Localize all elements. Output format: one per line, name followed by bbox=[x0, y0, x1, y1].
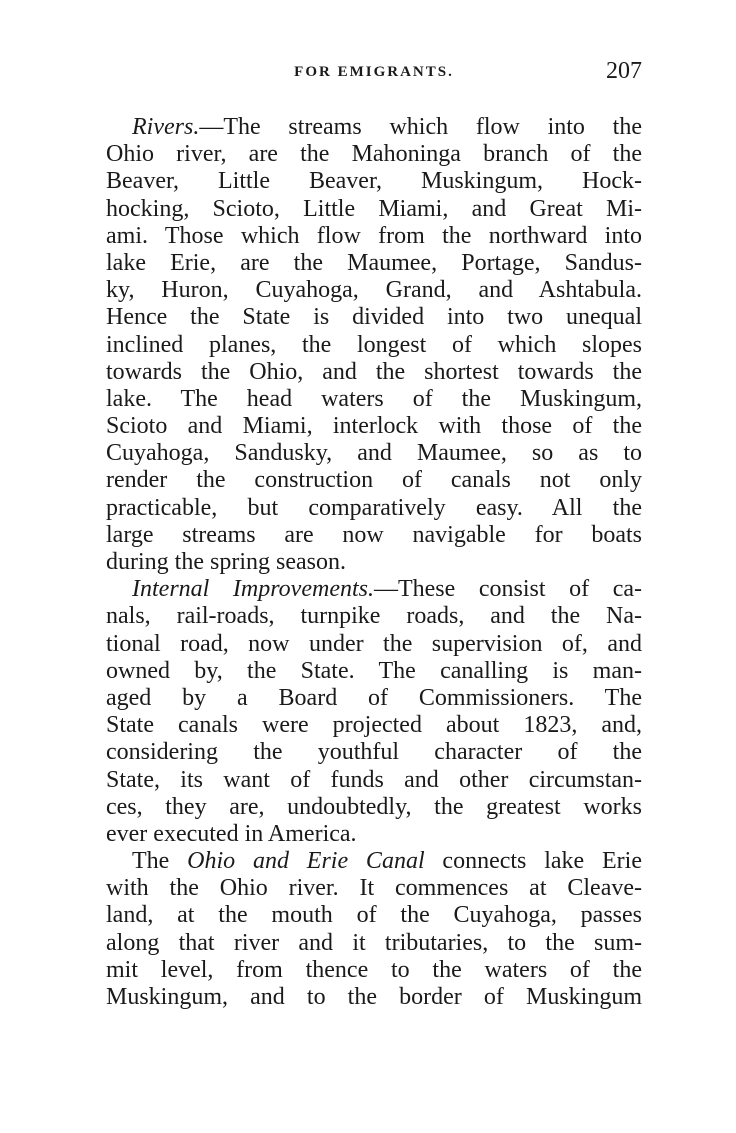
text-line bbox=[106, 495, 642, 522]
text-run: —These consist of ca- bbox=[373, 576, 643, 603]
text-line bbox=[106, 250, 642, 277]
canal-name: Ohio and Erie Canal bbox=[187, 848, 425, 875]
text-line bbox=[106, 467, 642, 494]
text-run: Cuyahoga, Sandusky, and Maumee, so as to bbox=[106, 440, 642, 467]
text-line bbox=[106, 413, 642, 440]
text-line bbox=[106, 114, 642, 141]
text-run: considering the youthful character of the bbox=[106, 739, 642, 766]
text-line bbox=[106, 332, 642, 359]
text-line bbox=[106, 522, 642, 549]
text-run: nals, rail-roads, turnpike roads, and the Na- bbox=[106, 603, 642, 630]
text-line bbox=[106, 712, 642, 739]
text-line bbox=[106, 957, 642, 984]
text-run: render the construction of canals not only bbox=[106, 467, 642, 494]
text-run: lake. The head waters of the Muskingum, bbox=[106, 385, 642, 412]
text-run: Muskingum, and to the border of Muskingum bbox=[106, 984, 642, 1010]
text-line bbox=[106, 141, 642, 168]
text-run: Scioto and Miami, interlock with those of the bbox=[106, 413, 642, 440]
text-line bbox=[106, 794, 642, 821]
text-line bbox=[106, 304, 642, 331]
text-line bbox=[106, 549, 642, 576]
text-line bbox=[106, 930, 642, 957]
body-text bbox=[106, 114, 642, 1011]
text-run: Hence the State is divided into two unequal bbox=[106, 304, 642, 331]
text-line bbox=[106, 168, 642, 195]
text-line bbox=[106, 603, 642, 630]
running-head bbox=[106, 58, 642, 88]
text-run: inclined planes, the longest of which slopes bbox=[106, 331, 642, 358]
text-line bbox=[106, 984, 642, 1011]
text-line bbox=[106, 359, 642, 386]
text-run: aged by a Board of Commissioners. The bbox=[106, 684, 642, 711]
text-run: practicable, but comparatively easy. All the bbox=[106, 494, 642, 521]
text-run: ever executed in America. bbox=[106, 820, 357, 847]
text-line bbox=[106, 277, 642, 304]
text-line bbox=[106, 848, 642, 875]
text-run: land, at the mouth of the Cuyahoga, passes bbox=[106, 902, 642, 929]
text-line bbox=[106, 685, 642, 712]
text-run: connects lake Erie bbox=[424, 848, 642, 875]
text-line bbox=[106, 875, 642, 902]
text-line bbox=[106, 223, 642, 250]
text-run: —The streams which flow into the bbox=[199, 114, 642, 140]
text-run: towards the Ohio, and the shortest towards the bbox=[106, 358, 642, 385]
text-line bbox=[106, 739, 642, 766]
page-number: 207 bbox=[606, 58, 642, 84]
text-run: owned by, the State. The canalling is man- bbox=[106, 657, 642, 684]
section-heading-internal-improvements: Internal Improvements. bbox=[132, 576, 374, 603]
text-line bbox=[106, 821, 642, 848]
text-run: ky, Huron, Cuyahoga, Grand, and Ashtabula. bbox=[106, 277, 642, 304]
text-line bbox=[106, 196, 642, 223]
text-run: Beaver, Little Beaver, Muskingum, Hock- bbox=[106, 168, 642, 195]
text-run: large streams are now navigable for boats bbox=[106, 521, 642, 548]
section-heading-rivers: Rivers. bbox=[132, 114, 200, 140]
text-run: hocking, Scioto, Little Miami, and Great Mi- bbox=[106, 195, 642, 222]
text-line bbox=[106, 440, 642, 467]
text-run: along that river and it tributaries, to the sum- bbox=[106, 929, 642, 956]
text-run: tional road, now under the supervision of, and bbox=[106, 630, 642, 657]
text-run: during the spring season. bbox=[106, 549, 346, 575]
text-run: Ohio river, are the Mahoninga branch of the bbox=[106, 141, 642, 168]
running-title: FOR EMIGRANTS. bbox=[294, 64, 454, 80]
text-run: lake Erie, are the Maumee, Portage, Sandus- bbox=[106, 249, 642, 276]
text-line bbox=[106, 658, 642, 685]
text-line bbox=[106, 902, 642, 929]
text-line bbox=[106, 576, 642, 603]
text-run: ami. Those which flow from the northward into bbox=[106, 222, 642, 249]
text-run: State, its want of funds and other circumstan- bbox=[106, 766, 642, 793]
text-run: ces, they are, undoubtedly, the greatest works bbox=[106, 793, 642, 820]
text-run: mit level, from thence to the waters of the bbox=[106, 956, 642, 983]
text-line bbox=[106, 386, 642, 413]
text-line bbox=[106, 767, 642, 794]
text-line bbox=[106, 631, 642, 658]
text-run: with the Ohio river. It commences at Cleave- bbox=[106, 875, 642, 902]
text-run: State canals were projected about 1823, and, bbox=[106, 712, 642, 739]
text-run: The bbox=[132, 848, 188, 875]
